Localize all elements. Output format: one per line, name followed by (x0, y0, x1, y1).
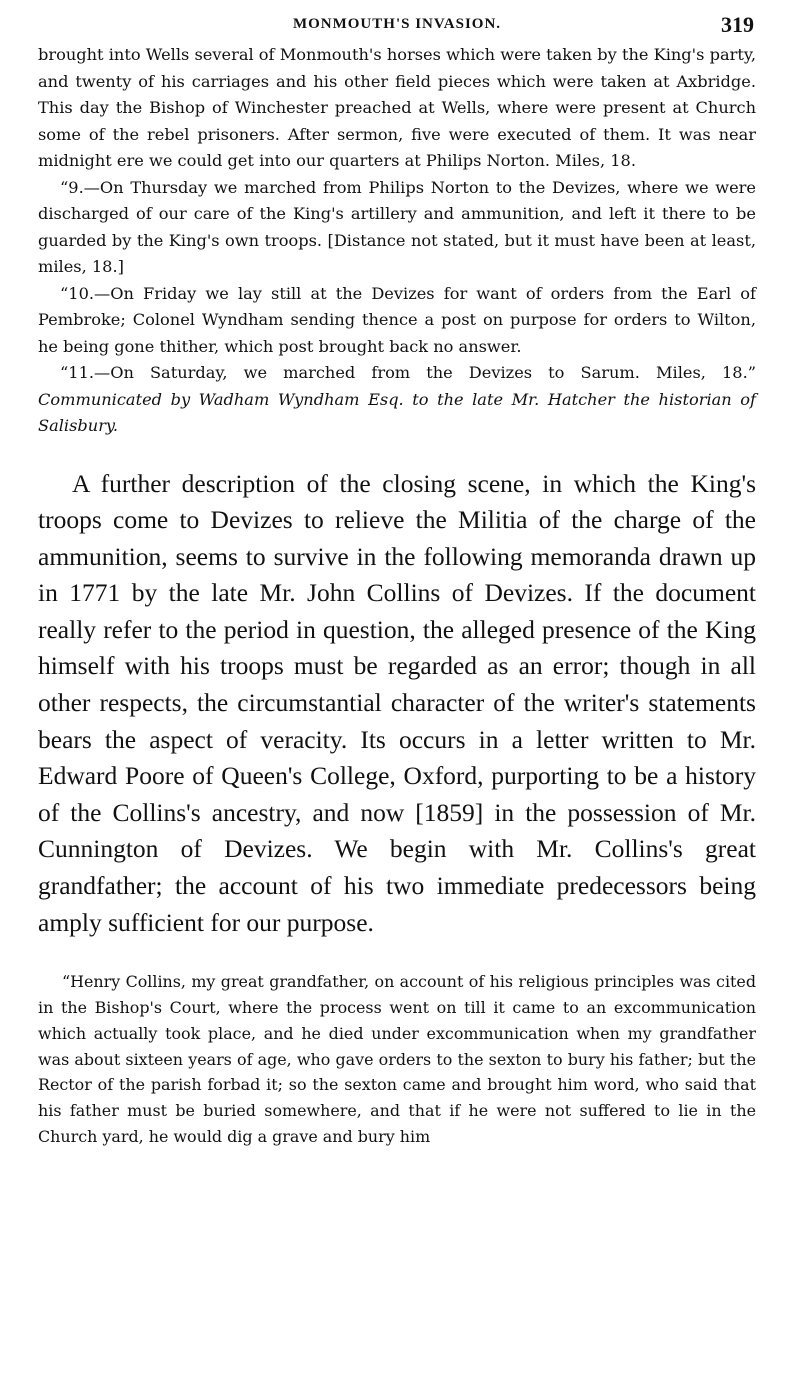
running-head (38, 12, 756, 42)
journal-entry-11-text: “11.—On Saturday, we marched from the Devizes to Sarum. Miles, 18.” (60, 363, 756, 382)
collins-letter-quote (38, 969, 756, 1150)
book-page (38, 12, 756, 1150)
source-credit: Communicated by Wadham Wyndham Esq. to the late Mr. Hatcher the historian of Salisbury. (38, 389, 756, 435)
page-number: 319 (721, 12, 754, 37)
journal-paragraph-8: brought into Wells several of Monmouth's horses which were taken by the King's party, and twenty of his carriages and his other field pieces which were taken at Axbridge. This day the Bishop of Winchester preached at Wells, where were present at Church some of the rebel prisoners. After sermon, five were executed of them. It was near midnight ere we could get into our quarters at Philips Norton. Miles, 18. (38, 45, 756, 170)
body-paragraph: A further description of the closing scene, in which the King's troops come to Devizes to relieve the Militia of the charge of the ammunition, seems to survive in the following memoranda drawn up in 1771 by the late Mr. John Collins of Devizes. If the document really refer to the period in question, the alleged presence of the King himself with his troops must be regarded as an error; though in all other respects, the circumstantial character of the writer's statements bears the aspect of veracity. Its occurs in a letter written to Mr. Edward Poore of Queen's College, Oxford, purporting to be a history of the Collins's ancestry, and now [1859] in the possession of Mr. Cunnington of Devizes. We begin with Mr. Collins's great grandfather; the account of his two immediate predecessors being amply sufficient for our purpose. (38, 468, 756, 937)
journal-paragraph-9: “9.—On Thursday we marched from Philips Norton to the Devizes, where we were discharged of our care of the King's artillery and ammunition, and left it there to be guarded by the King's own troops. [Distance not stated, but it must have been at least, miles, 18.] (38, 177, 756, 276)
journal-paragraph-11 (38, 360, 756, 440)
journal-paragraph-10: “10.—On Friday we lay still at the Devizes for want of orders from the Earl of Pembroke; Colonel Wyndham sending thence a post on purpose for orders to Wilton, he being gone thither, which post brought back no answer. (38, 283, 756, 356)
running-title: MONMOUTH'S INVASION. (292, 16, 502, 32)
journal-extract (38, 42, 756, 440)
quote-paragraph: “Henry Collins, my great grandfather, on account of his religious principles was cited in the Bishop's Court, where the process went on till it came to an excommunication which actually took place, and he died under excommunication when my grandfather was about sixteen years of age, who gave orders to the sexton to bury his father; but the Rector of the parish forbad it; so the sexton came and brought him word, who said that his father must be buried somewhere, and that if he were not suffered to lie in the Church yard, he would dig a grave and bury him (38, 972, 756, 1146)
